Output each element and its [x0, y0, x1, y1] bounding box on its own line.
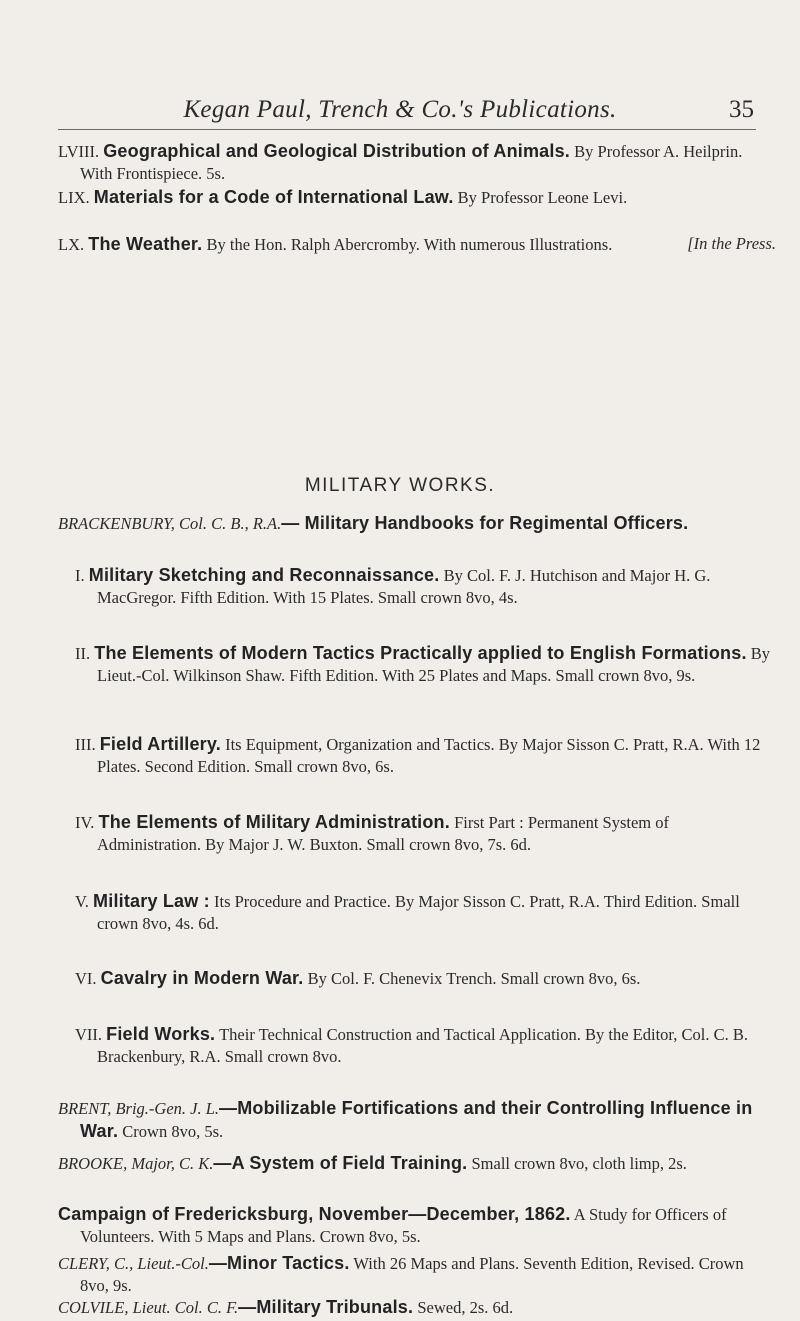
- series-item-lix: [58, 186, 776, 209]
- fredericksburg-entry: [58, 1203, 776, 1248]
- item-title: Geographical and Geological Distribution of Animals.: [103, 141, 571, 161]
- item-number: LVIII.: [58, 142, 100, 161]
- work-details: Small crown 8vo, cloth limp, 2s.: [467, 1154, 687, 1173]
- item-number: III.: [75, 735, 96, 754]
- handbook-vii: [75, 1023, 776, 1068]
- work-details: With 26 Maps and Plans. Seventh Edition, Revised. Crown 8vo, 9s.: [80, 1254, 744, 1295]
- author: CLERY, C., Lieut.-Col.: [58, 1254, 209, 1273]
- work-details: A Study for Officers of Volunteers. With 5 Maps and Plans. Crown 8vo, 5s.: [80, 1205, 727, 1246]
- work-title: —Minor Tactics.: [208, 1253, 350, 1273]
- item-details: Their Technical Construction and Tactical Application. By the Editor, Col. C. B. Brackenbury, R.A. Small crown 8vo.: [97, 1025, 748, 1066]
- item-details: By Col. F. Chenevix Trench. Small crown 8vo, 6s.: [303, 969, 641, 988]
- section-title: MILITARY WORKS.: [304, 475, 496, 496]
- item-title: Military Law :: [93, 891, 210, 911]
- page-number: 35: [729, 96, 754, 123]
- item-details: By Lieut.-Col. Wilkinson Shaw. Fifth Edition. With 25 Plates and Maps. Small crown 8vo, 9s.: [97, 644, 771, 685]
- item-title: The Elements of Military Administration.: [98, 812, 450, 832]
- item-number: II.: [75, 644, 91, 663]
- work-details: Crown 8vo, 5s.: [118, 1122, 224, 1141]
- clery-entry: [58, 1252, 776, 1297]
- handbook-ii: [75, 642, 776, 687]
- author: BROOKE, Major, C. K.: [58, 1154, 214, 1173]
- handbook-iv: [75, 811, 776, 856]
- colvile-entry: [58, 1296, 776, 1319]
- running-head: Kegan Paul, Trench & Co.'s Publications.: [183, 96, 617, 123]
- handbook-iii: [75, 733, 776, 778]
- handbook-vi: [75, 967, 776, 990]
- item-number: LX.: [58, 235, 85, 254]
- item-details: Its Procedure and Practice. By Major Sisson C. Pratt, R.A. Third Edition. Small crown 8vo, 4s. 6d.: [97, 892, 740, 933]
- item-details: Its Equipment, Organization and Tactics. By Major Sisson C. Pratt, R.A. With 12 Plates. Second Edition. Small crown 8vo, 6s.: [97, 735, 761, 776]
- author: BRENT, Brig.-Gen. J. L.: [58, 1099, 220, 1118]
- header-rule: [58, 129, 756, 130]
- item-title: Materials for a Code of International Law.: [93, 187, 454, 207]
- item-title: Military Sketching and Reconnaissance.: [88, 565, 440, 585]
- series-title: — Military Handbooks for Regimental Officers.: [281, 513, 689, 533]
- brooke-entry: [58, 1152, 776, 1175]
- work-title: —Mobilizable Fortifications and their Controlling Influence in War.: [80, 1098, 753, 1141]
- brackenbury-entry: [58, 512, 776, 535]
- series-item-lviii: [58, 140, 776, 185]
- item-number: LIX.: [58, 188, 90, 207]
- item-number: V.: [75, 892, 89, 911]
- handbook-i: [75, 564, 776, 609]
- item-details: By Professor Leone Levi.: [453, 188, 628, 207]
- work-details: Sewed, 2s. 6d.: [413, 1298, 514, 1317]
- work-title: Campaign of Fredericksburg, November—December, 1862.: [58, 1204, 571, 1224]
- item-title: Field Works.: [106, 1024, 216, 1044]
- handbook-v: [75, 890, 776, 935]
- item-title: Cavalry in Modern War.: [100, 968, 304, 988]
- item-details: By Professor A. Heilprin. With Frontispiece. 5s.: [80, 142, 743, 183]
- item-number: IV.: [75, 813, 95, 832]
- item-title: Field Artillery.: [99, 734, 221, 754]
- item-number: I.: [75, 566, 85, 585]
- item-details: By Col. F. J. Hutchison and Major H. G. MacGregor. Fifth Edition. With 15 Plates. Small crown 8vo, 4s.: [97, 566, 711, 607]
- item-title: The Weather.: [88, 234, 203, 254]
- author: BRACKENBURY, Col. C. B., R.A.: [58, 514, 282, 533]
- press-note: [In the Press.: [687, 234, 776, 253]
- item-title: The Elements of Modern Tactics Practically applied to English Formations.: [94, 643, 747, 663]
- brent-entry: [58, 1097, 776, 1143]
- author: COLVILE, Lieut. Col. C. F.: [58, 1298, 239, 1317]
- series-item-lx: [58, 233, 776, 256]
- item-details: First Part : Permanent System of Administration. By Major J. W. Buxton. Small crown 8vo, 7s. 6d.: [97, 813, 670, 854]
- item-details: By the Hon. Ralph Abercromby. With numerous Illustrations.: [202, 235, 613, 254]
- work-title: —Military Tribunals.: [238, 1297, 414, 1317]
- item-number: VI.: [75, 969, 97, 988]
- item-number: VII.: [75, 1025, 103, 1044]
- work-title: —A System of Field Training.: [213, 1153, 468, 1173]
